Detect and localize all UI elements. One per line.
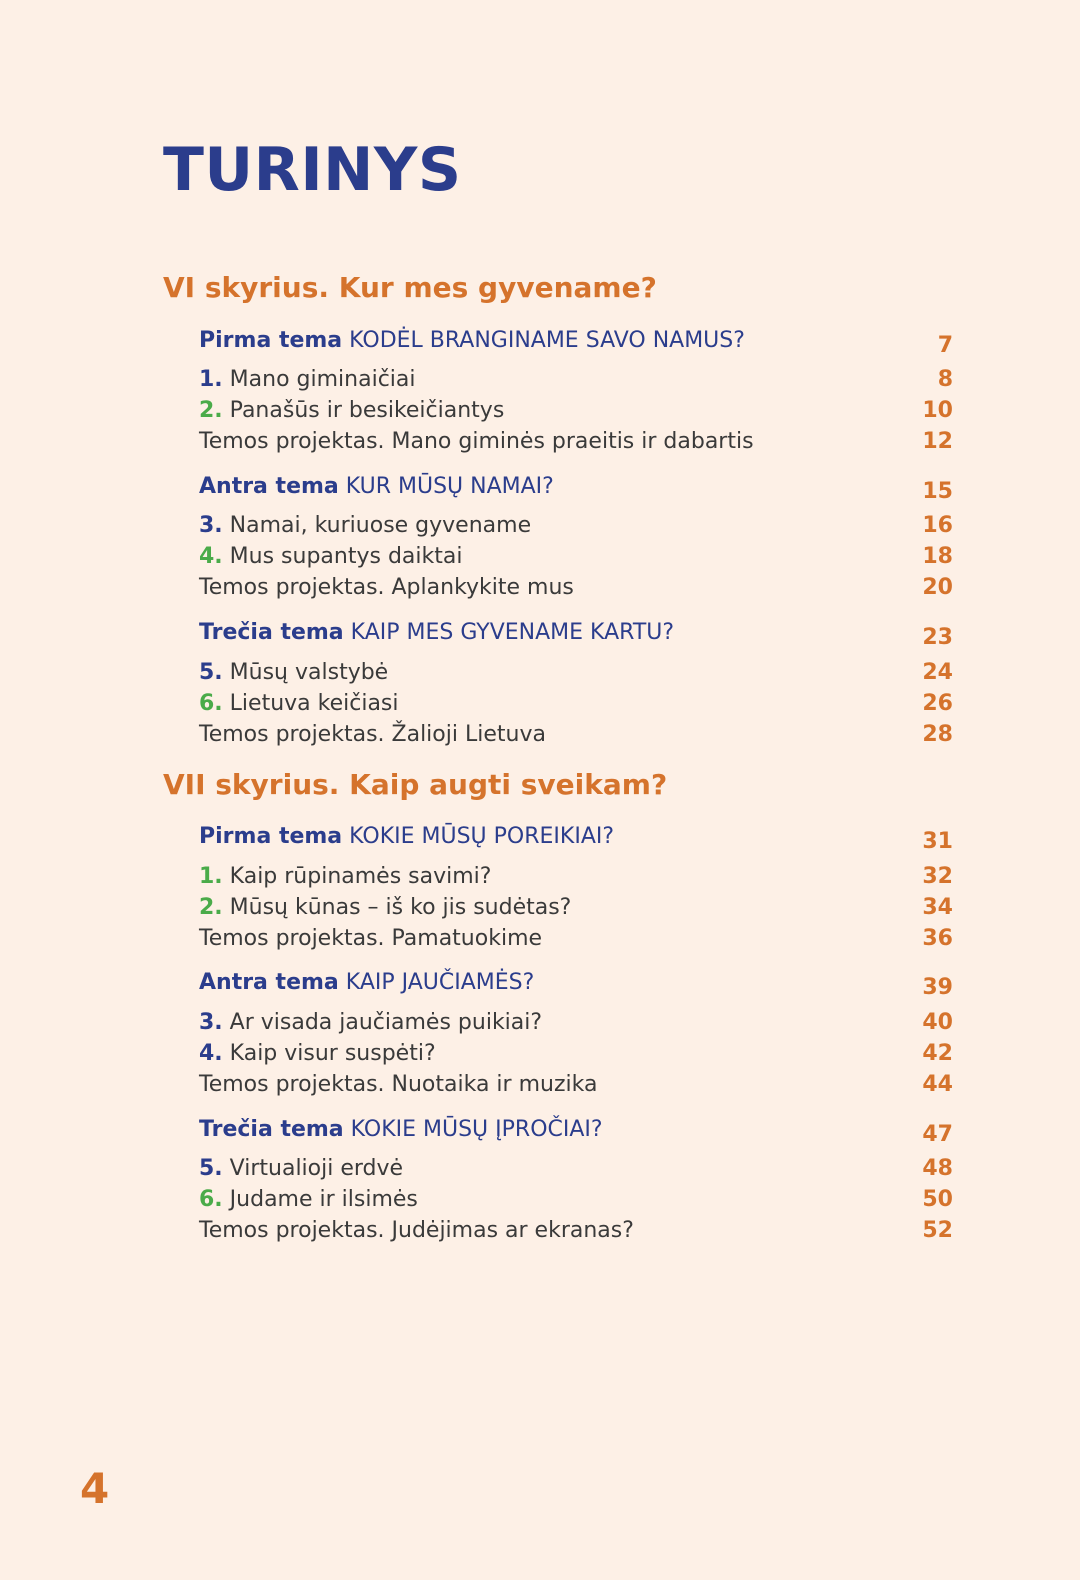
entry-number: 6.: [199, 691, 223, 716]
page-ref: 15: [922, 479, 953, 504]
page-ref: 39: [922, 975, 953, 1000]
entry-number: 3.: [199, 1010, 223, 1035]
toc-project[interactable]: [199, 724, 953, 754]
toc-topic[interactable]: [199, 972, 953, 1002]
page-ref: 28: [922, 722, 953, 747]
entry-title: Mano giminaičiai: [229, 367, 416, 392]
chapter-title: VI skyrius. Kur mes gyvename?: [163, 271, 657, 304]
page-ref: 23: [922, 625, 953, 650]
toc-entry[interactable]: [199, 1158, 953, 1188]
toc-topic[interactable]: [199, 476, 953, 506]
page-ref: 34: [922, 895, 953, 920]
entry-title: Namai, kuriuose gyvename: [229, 513, 532, 538]
entry-title: Lietuva keičiasi: [229, 691, 399, 716]
entry-title: Temos projektas. Pamatuokime: [199, 926, 543, 951]
entry-number: 4.: [199, 1041, 223, 1066]
page-ref: 16: [922, 513, 953, 538]
toc-entry[interactable]: [199, 662, 953, 692]
entry-number: 6.: [199, 1187, 223, 1212]
entry-number: 2.: [199, 895, 223, 920]
entry-title: Mūsų kūnas – iš ko jis sudėtas?: [229, 895, 572, 920]
toc-topic[interactable]: [199, 330, 953, 360]
toc-entry[interactable]: [199, 1189, 953, 1219]
toc-topic[interactable]: [199, 622, 953, 652]
toc-project[interactable]: [199, 928, 953, 958]
page-ref: 26: [922, 691, 953, 716]
page-number: 4: [80, 1464, 110, 1513]
toc-project[interactable]: [199, 431, 953, 461]
toc-entry[interactable]: [199, 1043, 953, 1073]
page-ref: 40: [922, 1010, 953, 1035]
page-ref: 12: [922, 429, 953, 454]
entry-title: Judame ir ilsimės: [229, 1187, 418, 1212]
topic-keyword: Antra tema: [199, 970, 339, 995]
entry-title: Kaip visur suspėti?: [229, 1041, 436, 1066]
entry-title: Temos projektas. Mano giminės praeitis ir dabartis: [199, 429, 754, 454]
page-title: TURINYS: [163, 135, 462, 205]
entry-title: Panašūs ir besikeičiantys: [229, 398, 505, 423]
toc-entry[interactable]: [199, 400, 953, 430]
page-ref: 47: [922, 1122, 953, 1147]
toc-project[interactable]: [199, 577, 953, 607]
entry-title: Kaip rūpinamės savimi?: [229, 864, 492, 889]
page-ref: 48: [922, 1156, 953, 1181]
entry-number: 4.: [199, 544, 223, 569]
toc-entry[interactable]: [199, 515, 953, 545]
chapter-title: VII skyrius. Kaip augti sveikam?: [163, 768, 668, 801]
topic-name: KOKIE MŪSŲ POREIKIAI?: [349, 824, 615, 849]
entry-title: Ar visada jaučiamės puikiai?: [229, 1010, 543, 1035]
entry-title: Virtualioji erdvė: [229, 1156, 404, 1181]
topic-keyword: Trečia tema: [199, 620, 344, 645]
page-ref: 10: [922, 398, 953, 423]
topic-name: KAIP JAUČIAMĖS?: [345, 970, 535, 995]
entry-number: 5.: [199, 1156, 223, 1181]
toc-project[interactable]: [199, 1220, 953, 1250]
page-ref: 32: [922, 864, 953, 889]
entry-number: 1.: [199, 367, 223, 392]
entry-number: 2.: [199, 398, 223, 423]
topic-keyword: Pirma tema: [199, 328, 343, 353]
page-ref: 50: [922, 1187, 953, 1212]
toc-topic[interactable]: [199, 826, 953, 856]
page-ref: 44: [922, 1072, 953, 1097]
toc-topic[interactable]: [199, 1119, 953, 1149]
topic-keyword: Pirma tema: [199, 824, 343, 849]
page-ref: 24: [922, 660, 953, 685]
topic-keyword: Trečia tema: [199, 1117, 344, 1142]
topic-name: KAIP MES GYVENAME KARTU?: [350, 620, 675, 645]
entry-number: 3.: [199, 513, 223, 538]
entry-title: Mus supantys daiktai: [229, 544, 463, 569]
toc-entry[interactable]: [199, 866, 953, 896]
toc-entry[interactable]: [199, 369, 953, 399]
entry-title: Mūsų valstybė: [229, 660, 389, 685]
topic-name: KODĖL BRANGINAME SAVO NAMUS?: [349, 328, 745, 353]
toc-project[interactable]: [199, 1074, 953, 1104]
page-ref: 7: [937, 333, 953, 358]
toc-entry[interactable]: [199, 1012, 953, 1042]
entry-title: Temos projektas. Žalioji Lietuva: [199, 722, 546, 747]
topic-name: KUR MŪSŲ NAMAI?: [345, 474, 554, 499]
page-ref: 52: [922, 1218, 953, 1243]
toc-entry[interactable]: [199, 546, 953, 576]
entry-number: 1.: [199, 864, 223, 889]
entry-title: Temos projektas. Aplankykite mus: [199, 575, 574, 600]
topic-keyword: Antra tema: [199, 474, 339, 499]
entry-title: Temos projektas. Judėjimas ar ekranas?: [199, 1218, 634, 1243]
page-ref: 20: [922, 575, 953, 600]
page-ref: 18: [922, 544, 953, 569]
entry-number: 5.: [199, 660, 223, 685]
toc-entry[interactable]: [199, 897, 953, 927]
page-ref: 8: [937, 367, 953, 392]
topic-name: KOKIE MŪSŲ ĮPROČIAI?: [350, 1117, 603, 1142]
entry-title: Temos projektas. Nuotaika ir muzika: [199, 1072, 598, 1097]
page-ref: 36: [922, 926, 953, 951]
toc-entry[interactable]: [199, 693, 953, 723]
page-ref: 42: [922, 1041, 953, 1066]
page-ref: 31: [922, 829, 953, 854]
